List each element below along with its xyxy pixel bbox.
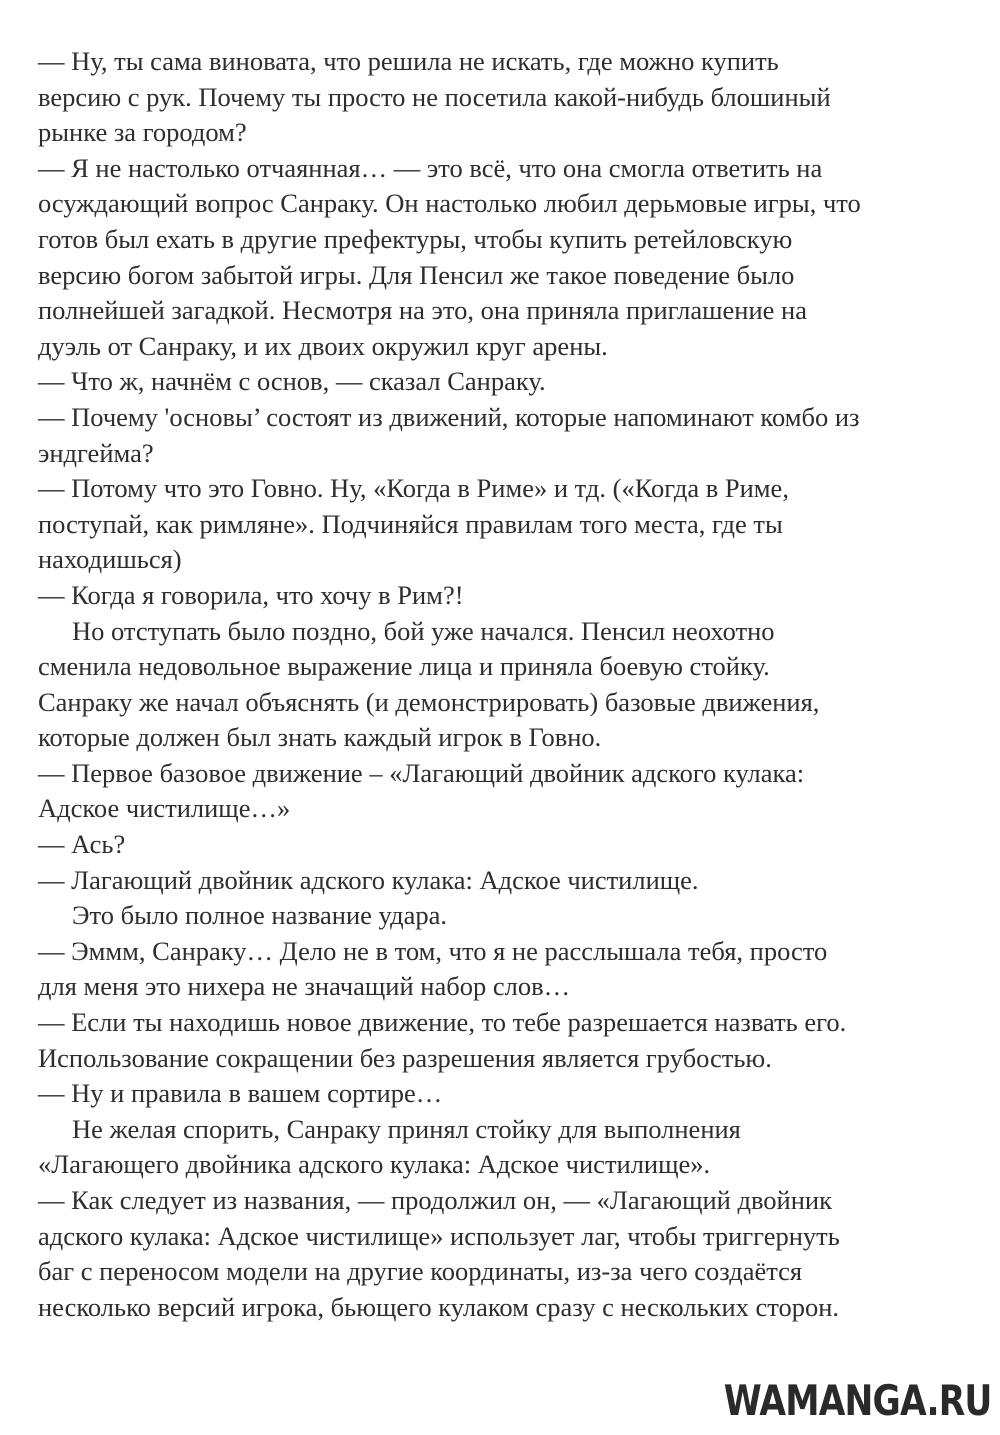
text-line: версию с рук. Почему ты просто не посетила какой-нибудь блошиный — [38, 81, 831, 112]
text-line: рынке за городом? — [38, 117, 247, 148]
text-line: баг с переносом модели на другие координаты, из-за чего создаётся — [38, 1256, 803, 1287]
text-line: Но отступать было поздно, бой уже начался. Пенсил неохотно — [72, 615, 775, 646]
text-line: — Ну, ты сама виновата, что решила не искать, где можно купить — [38, 46, 779, 76]
text-line: — Я не настолько отчаянная… — это всё, что она смогла ответить на — [38, 152, 823, 183]
text-line: — Эммм, Санраку… Дело не в том, что я не расслышала тебя, просто — [38, 935, 828, 966]
text-line: которые должен был знать каждый игрок в Говно. — [38, 722, 602, 753]
text-line: адского кулака: Адское чистилище» использует лаг, чтобы триггернуть — [38, 1220, 840, 1251]
text-line: — Когда я говорила, что хочу в Рим?! — [38, 579, 464, 610]
text-line: — Первое базовое движение – «Лагающий двойник адского кулака: — [38, 757, 805, 788]
text-line: «Лагающего двойника адского кулака: Адское чистилище». — [38, 1149, 711, 1180]
text-line: Адское чистилище…» — [38, 793, 291, 824]
text-line: Санраку же начал объяснять (и демонстрировать) базовые движения, — [38, 686, 820, 717]
text-line: готов был ехать в другие префектуры, чтобы купить ретейловскую — [38, 223, 793, 254]
text-line: — Потому что это Говно. Ну, «Когда в Риме» и тд. («Когда в Риме, — [38, 473, 789, 504]
text-line: — Почему 'основы’ состоят из движений, которые напоминают комбо из — [38, 401, 860, 432]
text-line: Использование сокращении без разрешения является грубостью. — [38, 1042, 772, 1073]
text-line: Не желая спорить, Санраку принял стойку для выполнения — [72, 1113, 741, 1144]
text-line: — Что ж, начнём с основ, — сказал Санраку. — [38, 366, 546, 397]
text-line: для меня это нихера не значащий набор слов… — [38, 971, 571, 1002]
text-line: — Если ты находишь новое движение, то тебе разрешается назвать его. — [38, 1007, 847, 1038]
text-line: сменила недовольное выражение лица и приняла боевую стойку. — [38, 651, 770, 682]
text-line: — Как следует из названия, — продолжил он, — «Лагающий двойник — [38, 1185, 832, 1215]
text-line: несколько версий игрока, бьющего кулаком сразу с нескольких сторон. — [38, 1291, 840, 1322]
text-line: полнейшей загадкой. Несмотря на это, она приняла приглашение на — [38, 295, 807, 326]
text-line: — Лагающий двойник адского кулака: Адское чистилище. — [38, 864, 699, 895]
text-line: осуждающий вопрос Санраку. Он настолько любил дерьмовые игры, что — [38, 188, 861, 219]
text-line: — Ась? — [38, 829, 126, 860]
watermark: WAMANGA.RU — [724, 1376, 992, 1425]
text-line: Это было полное название удара. — [72, 900, 447, 931]
text-line: поступай, как римляне». Подчиняйся правилам того места, где ты — [38, 508, 783, 539]
text-line: эндгейма? — [38, 437, 154, 468]
text-line: находишься) — [38, 544, 182, 575]
text-line: — Ну и правила в вашем сортире… — [38, 1078, 443, 1109]
text-line: версию богом забытой игры. Для Пенсил же такое поведение было — [38, 259, 795, 290]
document-page — [38, 44, 978, 1325]
text-line: дуэль от Санраку, и их двоих окружил круг арены. — [38, 330, 608, 361]
